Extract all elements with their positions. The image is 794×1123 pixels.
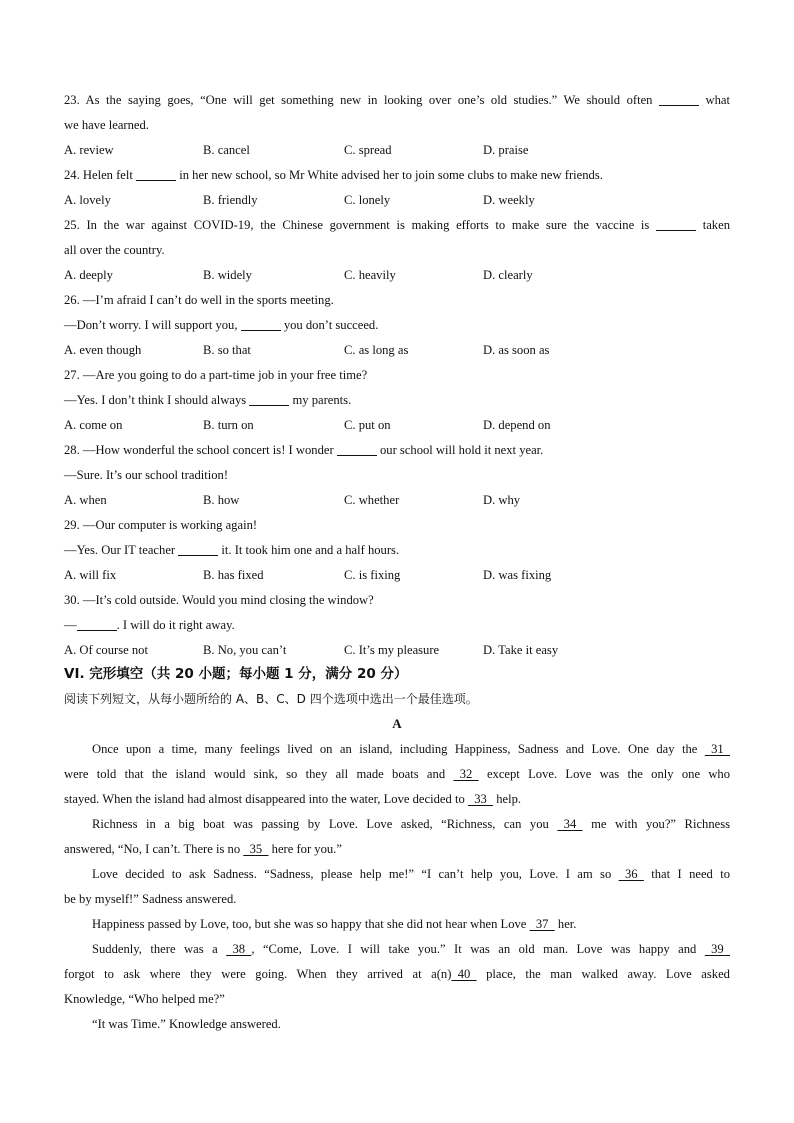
passage-label: A xyxy=(392,716,402,731)
q30-text-b: . I will do it right away. xyxy=(116,618,235,632)
question-25-line-2: all over the country. xyxy=(64,243,165,257)
answer-blank[interactable] xyxy=(659,93,699,106)
q28-text-b: our school will hold it next year. xyxy=(379,443,544,457)
question-26-line-2 xyxy=(64,317,730,333)
blank-38[interactable]: 38 xyxy=(226,942,252,956)
passage-text: place, the man walked away. Love asked xyxy=(486,967,730,981)
option-a[interactable]: A. even though xyxy=(64,343,142,357)
passage-line xyxy=(92,941,730,957)
blank-34[interactable]: 34 xyxy=(557,817,583,831)
blank-37[interactable]: 37 xyxy=(529,917,555,931)
answer-blank[interactable] xyxy=(337,443,377,456)
passage-text: answered, “No, I can’t. There is no xyxy=(64,842,241,856)
passage-line xyxy=(92,741,730,757)
option-a[interactable]: A. Of course not xyxy=(64,643,148,657)
q28-text-a: 28. —How wonderful the school concert is! I wonder xyxy=(64,443,334,457)
passage-line xyxy=(92,866,730,882)
question-27-line-2 xyxy=(64,392,730,408)
option-d[interactable]: D. was fixing xyxy=(483,568,552,582)
question-30-line-1: 30. —It’s cold outside. Would you mind closing the window? xyxy=(64,593,374,607)
option-d[interactable]: D. as soon as xyxy=(483,343,550,357)
passage-line xyxy=(92,916,730,932)
q27-text-a: —Yes. I don’t think I should always xyxy=(64,393,247,407)
question-28-line-2: —Sure. It’s our school tradition! xyxy=(64,468,229,482)
blank-39[interactable]: 39 xyxy=(704,942,730,956)
answer-blank[interactable] xyxy=(136,168,176,181)
passage-line: be by myself!” Sadness answered. xyxy=(64,892,237,906)
option-d[interactable]: D. praise xyxy=(483,143,529,157)
option-b[interactable]: B. widely xyxy=(203,268,252,282)
answer-blank[interactable] xyxy=(77,618,117,631)
option-a[interactable]: A. deeply xyxy=(64,268,113,282)
passage-text: that I need to xyxy=(651,867,731,881)
passage-line xyxy=(92,816,730,832)
question-26-line-1: 26. —I’m afraid I can’t do well in the sports meeting. xyxy=(64,293,334,307)
answer-blank[interactable] xyxy=(241,318,281,331)
option-a[interactable]: A. when xyxy=(64,493,107,507)
option-c[interactable]: C. heavily xyxy=(344,268,396,282)
passage-text: her. xyxy=(557,917,577,931)
option-b[interactable]: B. cancel xyxy=(203,143,250,157)
option-c[interactable]: C. is fixing xyxy=(344,568,401,582)
q27-text-b: my parents. xyxy=(292,393,352,407)
answer-blank[interactable] xyxy=(656,218,696,231)
q24-text-a: 24. Helen felt xyxy=(64,168,133,182)
passage-text: me with you?” Richness xyxy=(591,817,731,831)
passage-text: Love decided to ask Sadness. “Sadness, please help me!” “I can’t help you, Love. I am so xyxy=(92,867,612,881)
q25-text-a: 25. In the war against COVID-19, the Chinese government is making efforts to make sure the vaccine is xyxy=(64,218,650,232)
passage-line: “It was Time.” Knowledge answered. xyxy=(92,1017,281,1031)
blank-36[interactable]: 36 xyxy=(618,867,644,881)
question-27-line-1: 27. —Are you going to do a part-time job in your free time? xyxy=(64,368,368,382)
blank-31[interactable]: 31 xyxy=(704,742,730,756)
option-c[interactable]: C. put on xyxy=(344,418,391,432)
passage-text: forgot to ask where they were going. When they arrived at a(n) xyxy=(64,967,452,981)
option-b[interactable]: B. friendly xyxy=(203,193,258,207)
passage-line xyxy=(64,791,730,807)
q26-text-a: —Don’t worry. I will support you, xyxy=(64,318,238,332)
question-29-line-2 xyxy=(64,542,730,558)
passage-line: Knowledge, “Who helped me?” xyxy=(64,992,225,1006)
passage-text: were told that the island would sink, so they all made boats and xyxy=(64,767,446,781)
passage-text: stayed. When the island had almost disappeared into the water, Love decided to xyxy=(64,792,465,806)
question-24-line-1 xyxy=(64,167,730,183)
passage-text: Richness in a big boat was passing by Love. Love asked, “Richness, can you xyxy=(92,817,549,831)
option-a[interactable]: A. come on xyxy=(64,418,123,432)
option-b[interactable]: B. how xyxy=(203,493,240,507)
question-29-line-1: 29. —Our computer is working again! xyxy=(64,518,258,532)
question-30-line-2 xyxy=(64,617,730,633)
q26-text-b: you don’t succeed. xyxy=(283,318,379,332)
passage-text: here for you.” xyxy=(271,842,342,856)
option-a[interactable]: A. will fix xyxy=(64,568,117,582)
passage-text: Suddenly, there was a xyxy=(92,942,218,956)
blank-40[interactable]: 40 xyxy=(451,967,477,981)
blank-32[interactable]: 32 xyxy=(453,767,479,781)
passage-text: help. xyxy=(496,792,522,806)
option-c[interactable]: C. lonely xyxy=(344,193,391,207)
q29-text-b: it. It took him one and a half hours. xyxy=(221,543,400,557)
q24-text-b: in her new school, so Mr White advised her to join some clubs to make new friends. xyxy=(179,168,603,182)
q23-text-a: 23. As the saying goes, “One will get something new in looking over one’s old studies.” We should often xyxy=(64,93,653,107)
question-28-line-1 xyxy=(64,442,730,458)
passage-line xyxy=(64,841,730,857)
option-b[interactable]: B. No, you can’t xyxy=(203,643,287,657)
option-c[interactable]: C. whether xyxy=(344,493,400,507)
option-d[interactable]: D. why xyxy=(483,493,521,507)
section-instruction: 阅读下列短文，从每小题所给的 A、B、C、D 四个选项中选出一个最佳选项。 xyxy=(64,692,478,706)
passage-text: Happiness passed by Love, too, but she was so happy that she did not hear when Love xyxy=(92,917,527,931)
option-a[interactable]: A. review xyxy=(64,143,114,157)
q29-text-a: —Yes. Our IT teacher xyxy=(64,543,176,557)
option-c[interactable]: C. spread xyxy=(344,143,392,157)
option-d[interactable]: D. Take it easy xyxy=(483,643,559,657)
q25-text-b: taken xyxy=(702,218,730,232)
option-d[interactable]: D. weekly xyxy=(483,193,535,207)
option-d[interactable]: D. clearly xyxy=(483,268,533,282)
option-c[interactable]: C. It’s my pleasure xyxy=(344,643,440,657)
question-23-line-2: we have learned. xyxy=(64,118,149,132)
answer-blank[interactable] xyxy=(249,393,289,406)
question-25-line-1 xyxy=(64,217,730,233)
passage-text: , “Come, Love. I will take you.” It was an old man. Love was happy and xyxy=(251,942,697,956)
blank-33[interactable]: 33 xyxy=(467,792,494,806)
option-a[interactable]: A. lovely xyxy=(64,193,111,207)
passage-text: Once upon a time, many feelings lived on an island, including Happiness, Sadness and Love. One day the xyxy=(92,742,698,756)
option-c[interactable]: C. as long as xyxy=(344,343,409,357)
section-title: VI. 完形填空（共 20 小题；每小题 1 分，满分 20 分） xyxy=(64,666,408,682)
option-b[interactable]: B. so that xyxy=(203,343,251,357)
passage-line xyxy=(64,766,730,782)
option-b[interactable]: B. turn on xyxy=(203,418,254,432)
option-b[interactable]: B. has fixed xyxy=(203,568,264,582)
option-d[interactable]: D. depend on xyxy=(483,418,551,432)
q30-text-a: — xyxy=(64,618,77,632)
answer-blank[interactable] xyxy=(178,543,218,556)
q23-text-b: what xyxy=(705,93,730,107)
passage-text: except Love. Love was the only one who xyxy=(486,767,731,781)
passage-line xyxy=(64,966,730,982)
question-23-line-1 xyxy=(64,92,730,108)
blank-35[interactable]: 35 xyxy=(243,842,269,856)
